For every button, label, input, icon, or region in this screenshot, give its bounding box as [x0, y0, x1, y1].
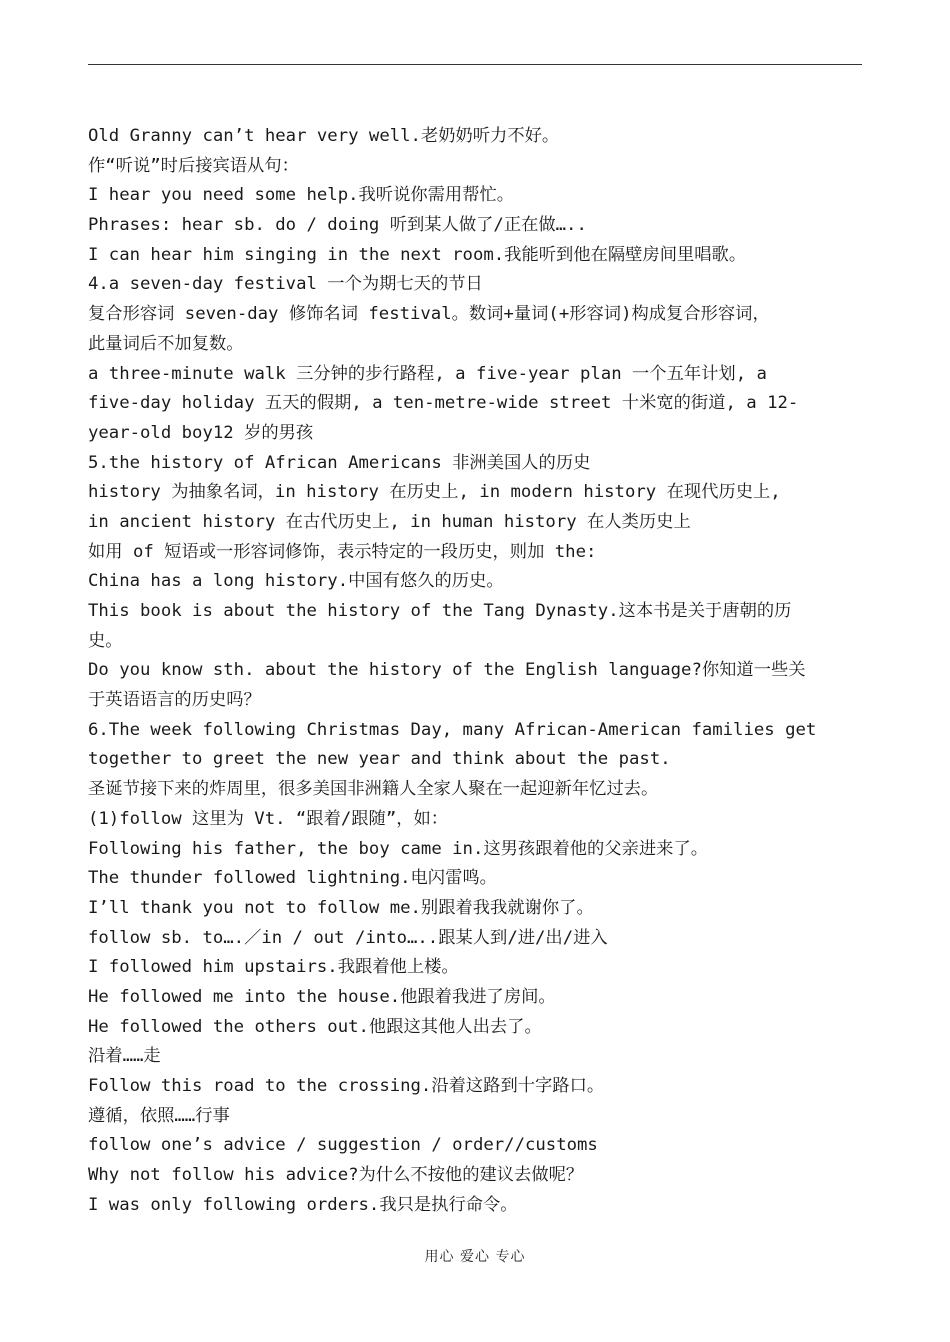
text-line: a three-minute walk 三分钟的步行路程, a five-year plan 一个五年计划, a: [88, 363, 767, 384]
text-line: 于英语语言的历史吗？: [88, 690, 261, 711]
text-line: I was only following orders.我只是执行命令。: [88, 1194, 518, 1215]
text-line: Do you know sth. about the history of the English language?你知道一些关: [88, 660, 806, 681]
text-line: I’ll thank you not to follow me.别跟着我我就谢你了。: [88, 897, 594, 918]
text-line: Following his father, the boy came in.这男孩跟着他的父亲进来了。: [88, 838, 709, 859]
text-line: in ancient history 在古代历史上, in human history 在人类历史上: [88, 511, 691, 532]
text-line: follow one’s advice / suggestion / order//customs: [88, 1135, 598, 1156]
text-line: Old Granny can’t hear very well.老奶奶听力不好。: [88, 126, 560, 146]
text-line: I can hear him singing in the next room.我能听到他在隔壁房间里唱歌。: [88, 244, 747, 265]
text-line: 遵循，依照……行事: [88, 1105, 230, 1126]
text-line: The thunder followed lightning.电闪雷鸣。: [88, 868, 497, 889]
document-body: [88, 122, 864, 1220]
text-line: 作“听说”时后接宾语从句：: [88, 155, 299, 176]
page-footer: 用心 爱心 专心: [424, 1249, 526, 1265]
text-line: 复合形容词 seven-day 修饰名词 festival。数词+量词(+形容词)构成复合形容词，: [88, 304, 770, 325]
text-line: 史。: [88, 630, 123, 651]
text-line: follow sb. to….／in / out /into…..跟某人到/进/出/进入: [88, 927, 608, 948]
text-line: 沿着……走: [88, 1046, 161, 1067]
text-line: 如用 of 短语或一形容词修饰，表示特定的一段历史，则加 the:: [88, 541, 597, 562]
text-line: 6.The week following Christmas Day, many African-American families get: [88, 719, 817, 740]
text-line: 5.the history of African Americans 非洲美国人的历史: [88, 452, 591, 473]
text-line: I hear you need some help.我听说你需用帮忙。: [88, 185, 515, 206]
text-line: 此量词后不加复数。: [88, 333, 244, 354]
text-line: I followed him upstairs.我跟着他上楼。: [88, 957, 459, 978]
text-line: Follow this road to the crossing.沿着这路到十字路口。: [88, 1076, 605, 1096]
text-line: together to greet the new year and think about the past.: [88, 749, 671, 770]
text-line: (1)follow 这里为 Vt. “跟着/跟随”，如：: [88, 808, 449, 829]
text-line: Why not follow his advice?为什么不按他的建议去做呢？: [88, 1165, 584, 1186]
text-line: This book is about the history of the Tang Dynasty.这本书是关于唐朝的历: [88, 601, 792, 621]
text-line: 圣诞节接下来的炸周里，很多美国非洲籍人全家人聚在一起迎新年忆过去。: [88, 779, 659, 800]
text-line: He followed me into the house.他跟着我进了房间。: [88, 986, 556, 1007]
text-line: He followed the others out.他跟这其他人出去了。: [88, 1016, 542, 1037]
text-line: 4.a seven-day festival 一个为期七天的节日: [88, 274, 483, 295]
header-rule: [88, 64, 862, 65]
text-line: Phrases: hear sb. do / doing 听到某人做了/正在做…..: [88, 215, 587, 236]
text-line: five-day holiday 五天的假期, a ten-metre-wide street 十米宽的街道, a 12-: [88, 393, 799, 414]
text-line: history 为抽象名词，in history 在历史上, in modern history 在现代历史上,: [88, 482, 781, 503]
text-line: year-old boy12 岁的男孩: [88, 422, 314, 443]
text-line: China has a long history.中国有悠久的历史。: [88, 571, 504, 592]
